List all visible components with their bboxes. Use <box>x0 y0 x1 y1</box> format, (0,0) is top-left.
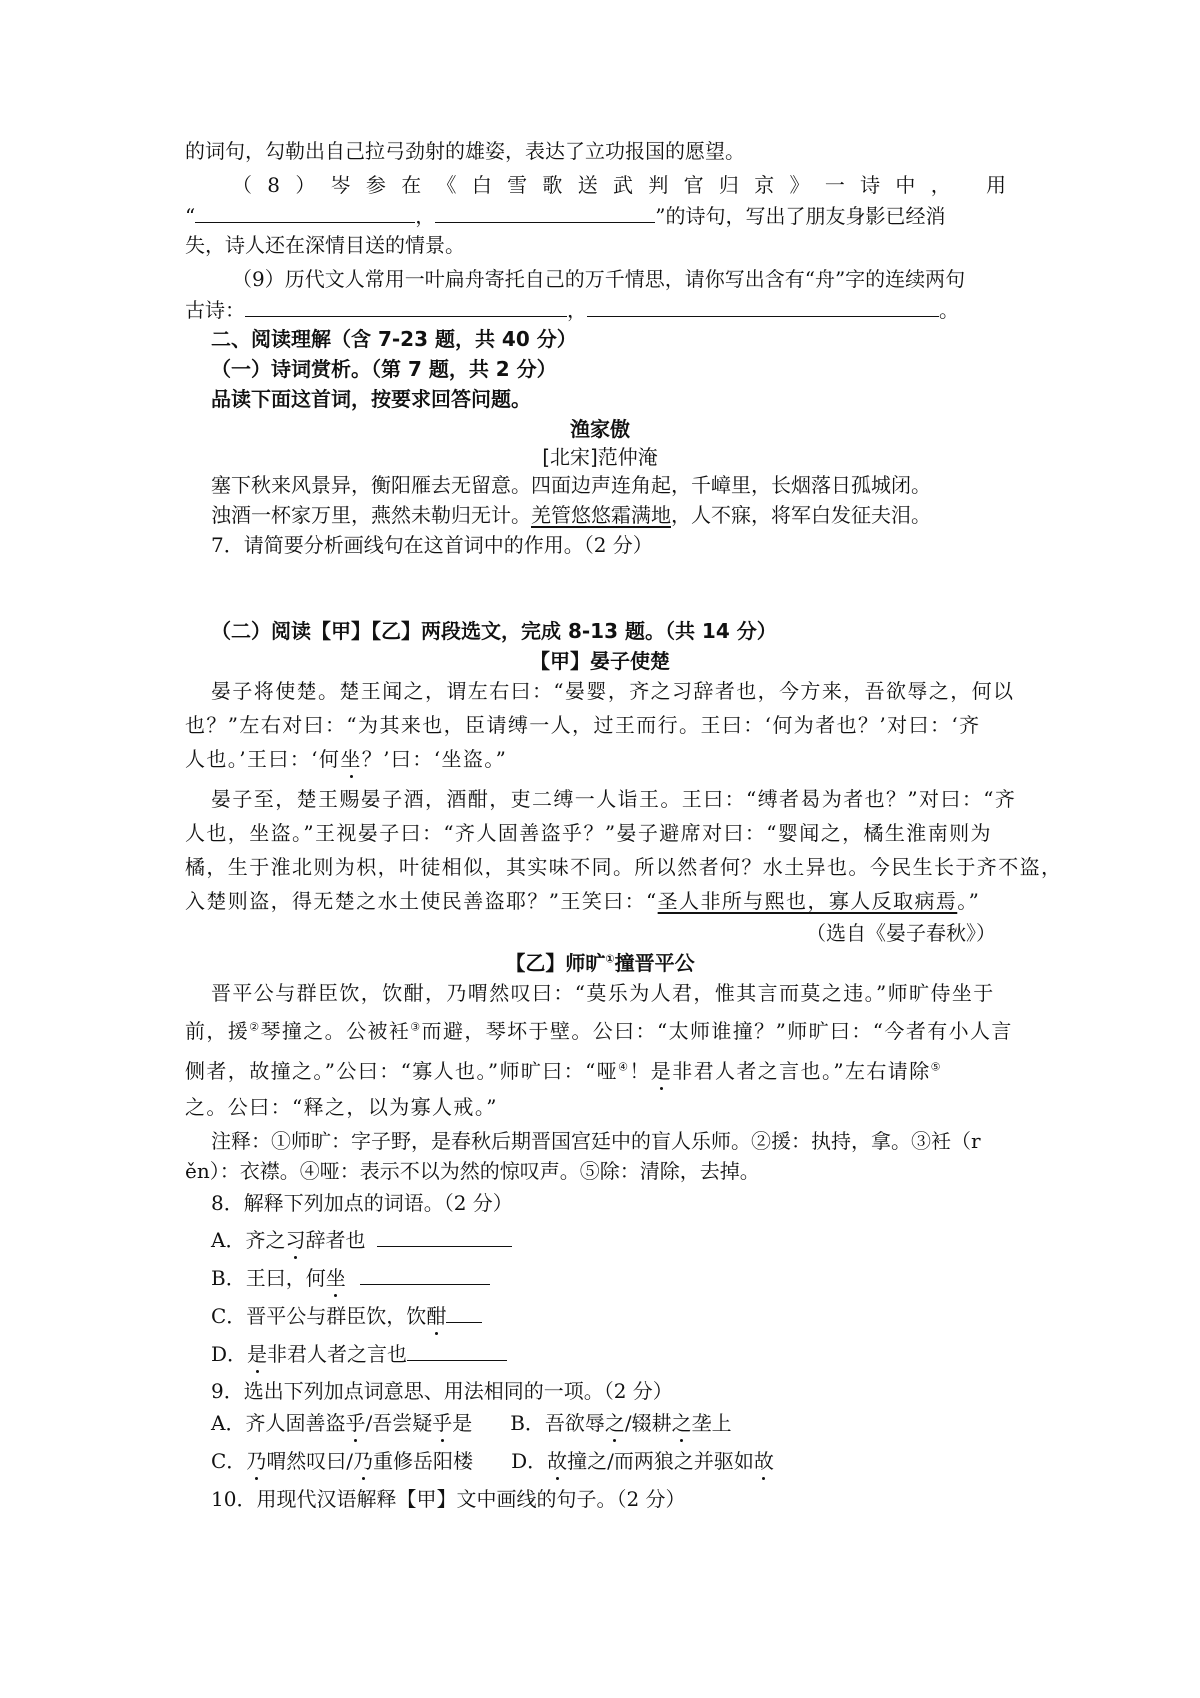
dotted-word: 之 <box>671 1411 692 1435</box>
answer-blank[interactable] <box>360 1262 490 1285</box>
question-8-tail: ”的诗句，写出了朋友身影已经消 <box>655 204 946 228</box>
option-text: /辍耕 <box>624 1411 672 1435</box>
answer-blank[interactable] <box>245 294 567 317</box>
dotted-word: 乎 <box>432 1411 453 1435</box>
underlined-sentence: 圣人非所与熙也，寡人反取病焉 <box>657 889 958 913</box>
question-8-option-d <box>211 1338 507 1369</box>
option-text: 是 <box>452 1411 473 1435</box>
question-8-option-c <box>211 1300 482 1331</box>
question-8-option-a <box>211 1224 512 1255</box>
poem-line <box>211 500 931 530</box>
dotted-word: 之 <box>604 1411 625 1435</box>
poem-author: [北宋]范仲淹 <box>542 445 658 469</box>
open-quote: “ <box>185 204 196 228</box>
subsection-heading: （一）诗词赏析。（第 7 题，共 2 分） <box>211 357 557 381</box>
dotted-word: 是 <box>650 1059 673 1083</box>
annotation-line: 注释：①师旷：字子野，是春秋后期晋国宫廷中的盲人乐师。②援：执持，拿。③衽（r <box>211 1129 981 1153</box>
option-text: 非君人者之言也 <box>267 1342 408 1366</box>
dotted-word: 乎 <box>345 1411 366 1435</box>
dotted-word: 习 <box>285 1228 306 1252</box>
passage-text: 而避，琴坏于壁。公曰：“太师谁撞？”师旷曰：“今者有小人言 <box>421 1019 1013 1043</box>
question-8-blanks <box>185 200 945 231</box>
title-text: 【乙】师旷 <box>505 951 606 975</box>
section-heading: 二、阅读理解（含 7-23 题，共 40 分） <box>211 327 577 351</box>
option-text: C．晋平公与群臣饮，饮 <box>211 1304 427 1328</box>
passage-text: ！ <box>629 1059 651 1083</box>
option-text: A．齐人固善盗 <box>211 1411 346 1435</box>
option-text: 喟然叹曰/ <box>266 1449 354 1473</box>
footnote-mark: ④ <box>618 1060 630 1074</box>
passage-line: 人也，坐盗。”王视晏子曰：“齐人固善盗乎？”晏子避席对曰：“婴闻之，橘生淮南则为 <box>185 821 992 845</box>
dotted-word: 酣 <box>426 1304 447 1328</box>
dotted-word: 故 <box>753 1449 774 1473</box>
question-9-stem: （9）历代文人常用一叶扁舟寄托自己的万千情思，请你写出含有“舟”字的连续两句 <box>232 267 966 291</box>
title-text: 撞晋平公 <box>614 951 695 975</box>
passage-line: 晏子将使楚。楚王闻之，谓左右曰：“晏婴，齐之习辞者也，今方来，吾欲辱之，何以 <box>211 679 1015 703</box>
footnote-mark: ⑤ <box>930 1060 942 1074</box>
passage-line: 晋平公与群臣饮，饮酣，乃喟然叹曰：“莫乐为人君，惟其言而莫之违。”师旷侍坐于 <box>211 981 995 1005</box>
option-text: /吾尝疑 <box>365 1411 433 1435</box>
source-citation: （选自《晏子春秋》） <box>806 921 996 945</box>
dotted-word: 坐 <box>340 747 362 771</box>
passage-line <box>185 1016 1013 1046</box>
passage-line <box>185 886 980 916</box>
passage-yi-title <box>0 948 1200 978</box>
annotation-line: ěn）：衣襟。④哑：表示不以为然的惊叹声。⑤除：清除，去掉。 <box>185 1159 760 1183</box>
underlined-line: 羌管悠悠霜满地 <box>531 503 671 527</box>
option-text: C． <box>211 1449 247 1473</box>
question-9-options-cd <box>211 1446 774 1476</box>
passage-line <box>185 744 507 774</box>
period: 。 <box>939 298 959 322</box>
question-8-option-b <box>211 1262 490 1293</box>
passage-line: 之。公曰：“释之，以为寡人戒。” <box>185 1095 498 1119</box>
comma: ， <box>415 204 436 228</box>
question-9-blanks <box>185 294 959 325</box>
passage-text: 侧者，故撞之。”公曰：“寡人也。”师旷曰：“哑 <box>185 1059 619 1083</box>
dotted-word: 坐 <box>325 1266 346 1290</box>
question-9-title: 9．选出下列加点词意思、用法相同的一项。（2 分） <box>211 1379 673 1403</box>
option-text: 重修岳阳楼 <box>373 1449 474 1473</box>
option-text: D． <box>211 1342 248 1366</box>
option-text: B．吾欲辱 <box>510 1411 605 1435</box>
answer-blank[interactable] <box>435 200 655 223</box>
option-text: 垄上 <box>691 1411 732 1435</box>
answer-blank[interactable] <box>446 1300 482 1323</box>
passage-text: 非君人者之言也。”左右请除 <box>672 1059 931 1083</box>
passage-text: ？’曰：‘坐盗。” <box>361 747 508 771</box>
answer-blank[interactable] <box>407 1338 507 1361</box>
poem-line: 塞下秋来风景异，衡阳雁去无留意。四面边声连角起，千嶂里，长烟落日孤城闭。 <box>211 473 931 497</box>
passage-text: 。” <box>957 889 981 913</box>
option-text: D． <box>511 1449 548 1473</box>
question-10: 10．用现代汉语解释【甲】文中画线的句子。（2 分） <box>211 1487 686 1511</box>
answer-blank[interactable] <box>587 294 939 317</box>
passage-line: 也？”左右对曰：“为其来也，臣请缚一人，过王而行。王曰：‘何为者也？’对曰：‘齐 <box>185 713 981 737</box>
comma: ， <box>567 298 587 322</box>
answer-blank[interactable] <box>377 1224 512 1247</box>
question-7: 7．请简要分析画线句在这首词中的作用。（2 分） <box>211 533 653 557</box>
passage-text: 入楚则盗，得无楚之水土使民善盗耶？”王笑曰：“ <box>185 889 658 913</box>
text-line: 的词句，勾勒出自己拉弓劲射的雄姿，表达了立功报国的愿望。 <box>185 139 745 163</box>
question-8-stem: （8）岑参在《白雪歌送武判官归京》一诗中， <box>232 173 967 197</box>
footnote-mark: ① <box>605 952 615 966</box>
blank-label: 古诗： <box>185 298 245 322</box>
answer-blank[interactable] <box>195 200 415 223</box>
footnote-mark: ③ <box>410 1020 422 1034</box>
dotted-word: 是 <box>247 1342 268 1366</box>
subsection-heading: （二）阅读【甲】【乙】两段选文，完成 8-13 题。（共 14 分） <box>211 619 777 643</box>
question-9-options-ab <box>211 1408 732 1438</box>
question-8-title: 8．解释下列加点的词语。（2 分） <box>211 1191 513 1215</box>
poem-title: 渔家傲 <box>570 417 630 441</box>
question-8-line <box>232 170 1006 200</box>
poem-text: ，人不寐，将军白发征夫泪。 <box>671 503 931 527</box>
footnote-mark: ② <box>249 1020 261 1034</box>
option-text: 辞者也 <box>305 1228 366 1252</box>
poem-text: 浊酒一杯家万里，燕然未勒归无计。 <box>211 503 531 527</box>
instruction: 品读下面这首词，按要求回答问题。 <box>211 387 531 411</box>
option-text: A．齐之 <box>211 1228 286 1252</box>
option-text: B．王曰，何 <box>211 1266 326 1290</box>
dotted-word: 乃 <box>246 1449 267 1473</box>
option-text: 撞之/而两狼之并驱如 <box>567 1449 754 1473</box>
passage-line: 橘，生于淮北则为枳，叶徒相似，其实味不同。所以然者何？水土异也。今民生长于齐不盗， <box>185 855 1063 879</box>
question-8-stem-end: 用 <box>986 173 1007 197</box>
passage-line: 晏子至，楚王赐晏子酒，酒酣，吏二缚一人诣王。王曰：“缚者曷为者也？”对曰：“齐 <box>211 787 1017 811</box>
passage-text: 人也。’王曰：‘何 <box>185 747 341 771</box>
passage-line <box>185 1056 942 1086</box>
dotted-word: 故 <box>547 1449 568 1473</box>
text-line: 失，诗人还在深情目送的情景。 <box>185 233 465 257</box>
passage-text: 琴撞之。公被衽 <box>260 1019 411 1043</box>
passage-text: 前，援 <box>185 1019 250 1043</box>
dotted-word: 乃 <box>353 1449 374 1473</box>
passage-jia-title: 【甲】晏子使楚 <box>530 649 670 673</box>
